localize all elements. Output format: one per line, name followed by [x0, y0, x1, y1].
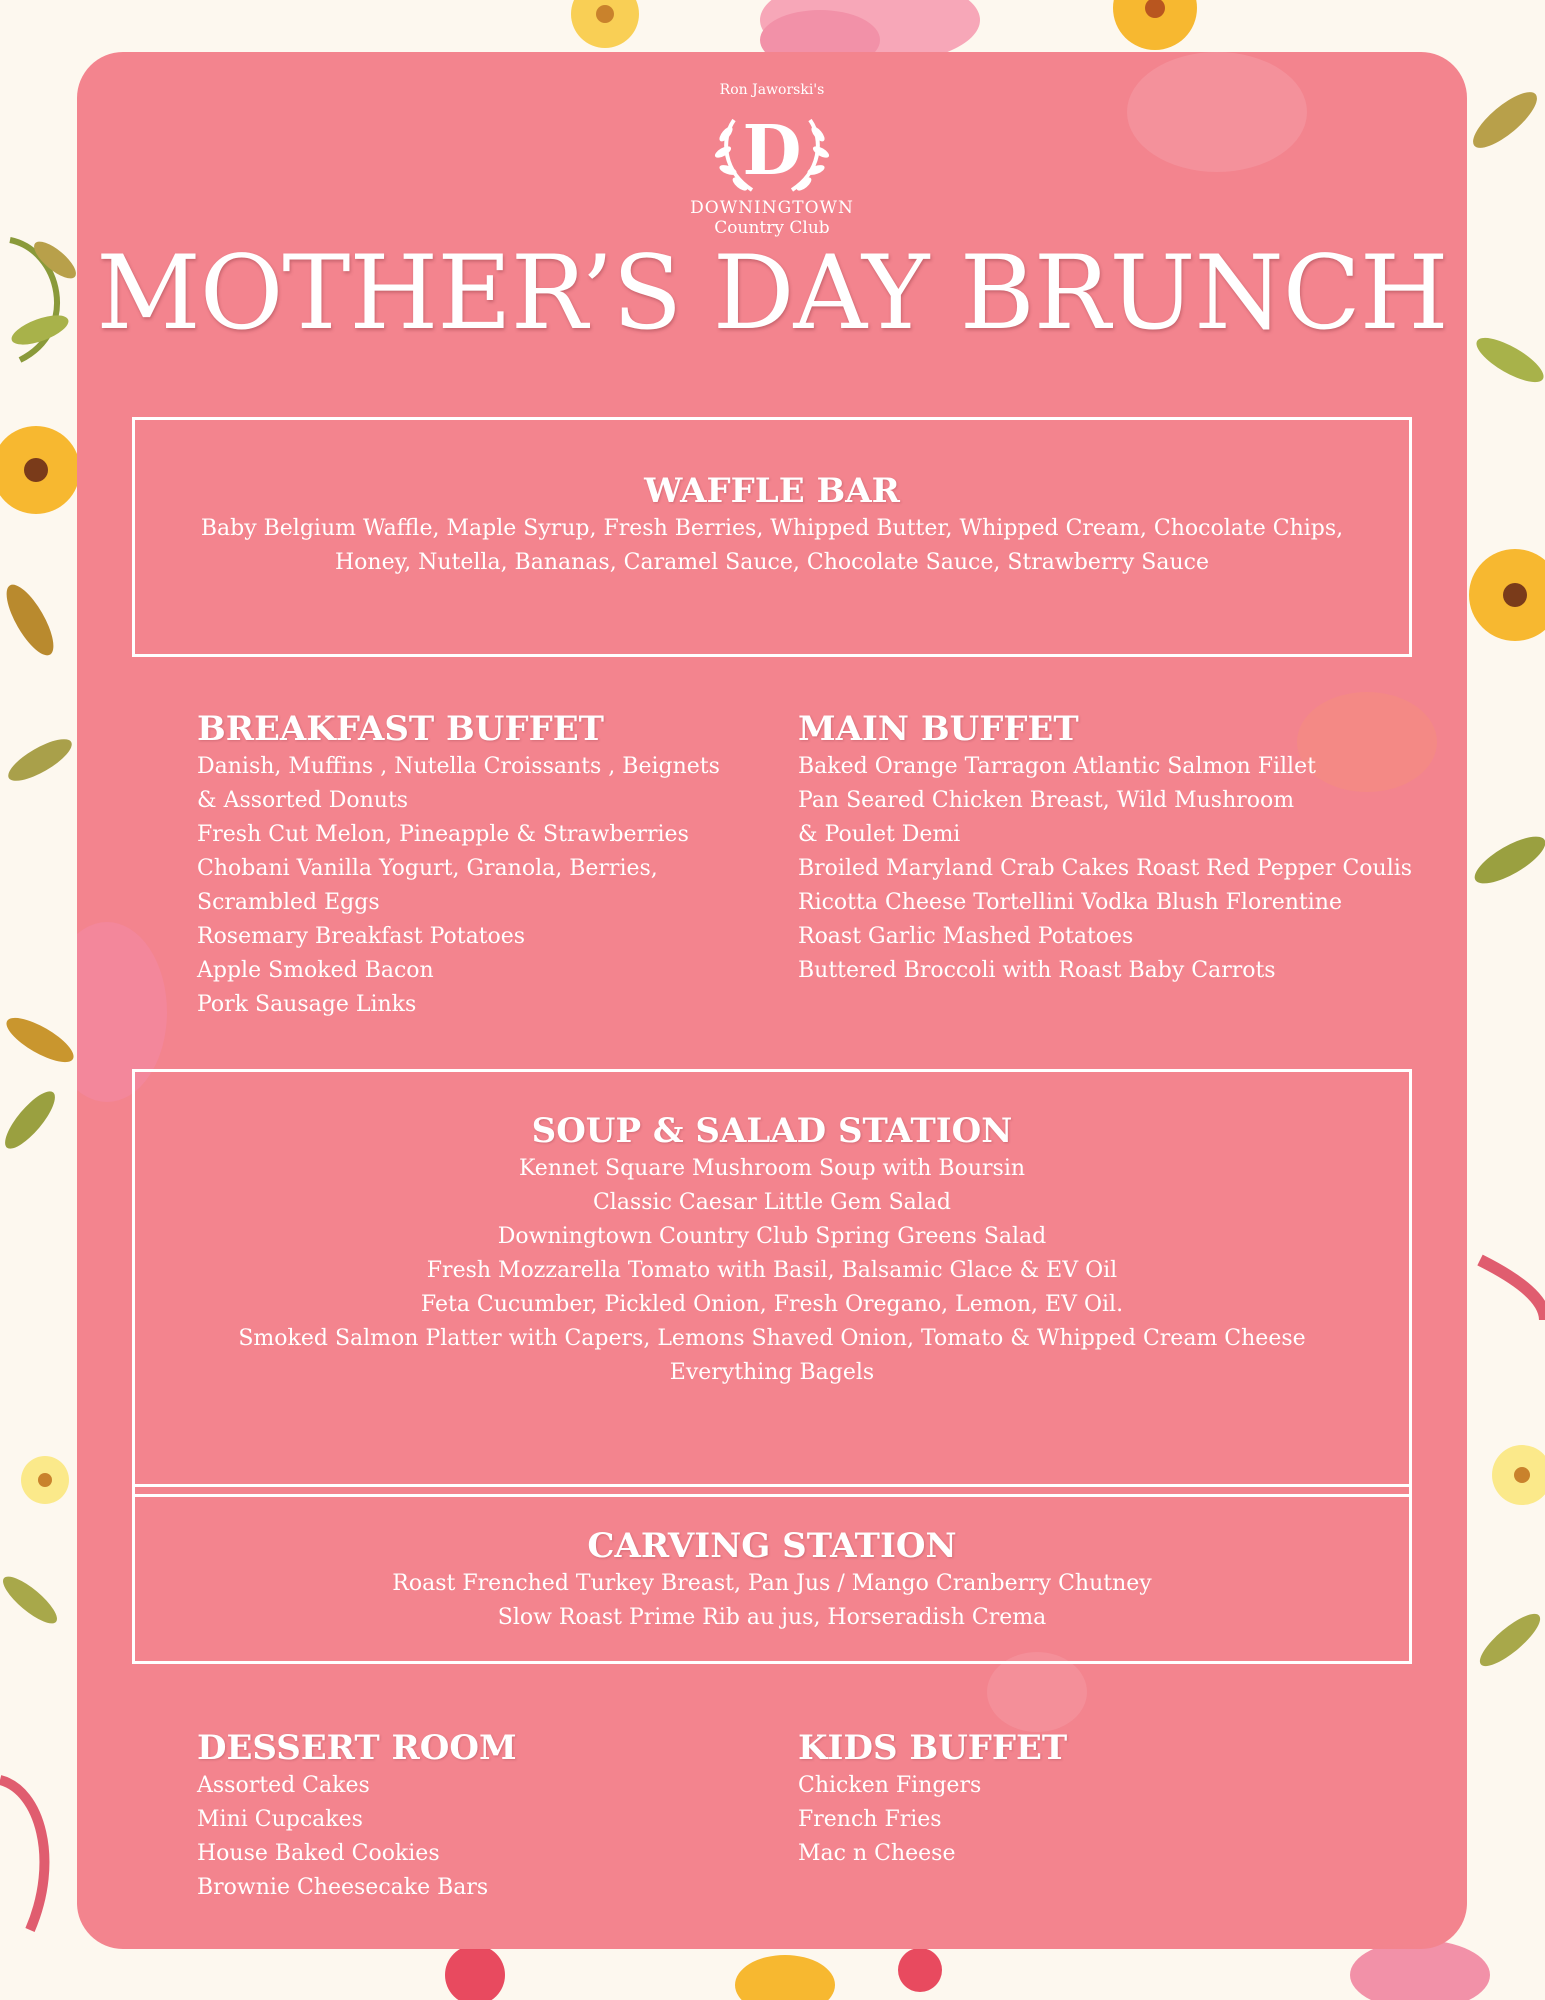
section-heading: DESSERT ROOM — [197, 1728, 517, 1768]
section-heading: CARVING STATION — [587, 1526, 957, 1566]
menu-line: Honey, Nutella, Bananas, Caramel Sauce, Chocolate Sauce, Strawberry Sauce — [334, 550, 1209, 575]
menu-line: Danish, Muffins , Nutella Croissants , Beignets — [197, 754, 720, 779]
dessert-room-section — [197, 1727, 517, 1905]
carving-station-section — [132, 1484, 1412, 1664]
menu-line: Ricotta Cheese Tortellini Vodka Blush Florentine — [798, 890, 1342, 915]
menu-line: Slow Roast Prime Rib au jus, Horseradish Crema — [497, 1605, 1047, 1630]
menu-line: Apple Smoked Bacon — [197, 958, 434, 983]
menu-line: Rosemary Breakfast Potatoes — [197, 924, 526, 949]
menu-line: Roast Frenched Turkey Breast, Pan Jus / Mango Cranberry Chutney — [392, 1571, 1152, 1596]
orange-flower-icon — [1113, 0, 1197, 50]
menu-line: Assorted Cakes — [197, 1773, 370, 1798]
menu-line: Chobani Vanilla Yogurt, Granola, Berries, — [197, 856, 658, 881]
section-heading: KIDS BUFFET — [798, 1728, 1068, 1768]
menu-line: Everything Bagels — [669, 1360, 875, 1385]
kids-buffet-section — [798, 1727, 1067, 1871]
orange-flower-icon — [735, 1955, 835, 2000]
menu-line: Fresh Cut Melon, Pineapple & Strawberries — [197, 822, 689, 847]
laurel-d-icon — [712, 100, 832, 196]
breakfast-buffet-section — [197, 708, 720, 1022]
menu-line: Broiled Maryland Crab Cakes Roast Red Pepper Coulis — [798, 856, 1413, 881]
pink-flower-icon — [1350, 1940, 1490, 2000]
soup-salad-section — [132, 1069, 1412, 1497]
pink-flower-icon — [898, 1948, 942, 1992]
menu-line: Fresh Mozzarella Tomato with Basil, Balsamic Glace & EV Oil — [426, 1258, 1118, 1283]
menu-line: Smoked Salmon Platter with Capers, Lemons Shaved Onion, Tomato & Whipped Cream Cheese — [238, 1326, 1306, 1351]
menu-line: Scrambled Eggs — [197, 890, 380, 915]
club-logo — [77, 82, 1467, 238]
menu-card — [77, 52, 1467, 1949]
menu-line: & Assorted Donuts — [197, 788, 409, 813]
menu-line: Pork Sausage Links — [197, 992, 417, 1017]
logo-letter: D — [742, 111, 802, 191]
menu-line: Downingtown Country Club Spring Greens Salad — [497, 1224, 1047, 1249]
menu-line: Feta Cucumber, Pickled Onion, Fresh Oregano, Lemon, EV Oil. — [420, 1292, 1124, 1317]
section-heading: SOUP & SALAD STATION — [531, 1111, 1013, 1151]
orange-flower-icon — [1469, 549, 1545, 641]
menu-line: Brownie Cheesecake Bars — [197, 1875, 489, 1900]
logo-club-sub: Country Club — [714, 218, 830, 238]
menu-line: Buttered Broccoli with Roast Baby Carrots — [798, 958, 1276, 983]
menu-line: Chicken Fingers — [798, 1773, 982, 1798]
menu-line: Baby Belgium Waffle, Maple Syrup, Fresh Berries, Whipped Butter, Whipped Cream, Chocolate Chips, — [200, 516, 1344, 541]
logo-club-name: DOWNINGTOWN — [690, 198, 854, 218]
menu-line: Kennet Square Mushroom Soup with Boursin — [518, 1156, 1026, 1181]
yellow-flower-icon — [1492, 1445, 1545, 1505]
menu-line: & Poulet Demi — [798, 822, 961, 847]
orange-flower-icon — [0, 426, 80, 514]
menu-line: Mac n Cheese — [798, 1841, 956, 1866]
menu-line: House Baked Cookies — [197, 1841, 440, 1866]
logo-pretext: Ron Jaworski's — [719, 82, 825, 98]
pink-flower-icon — [445, 1945, 505, 2000]
menu-line: Classic Caesar Little Gem Salad — [592, 1190, 952, 1215]
menu-line: Baked Orange Tarragon Atlantic Salmon Fillet — [798, 754, 1316, 779]
main-buffet-section — [798, 708, 1412, 988]
menu-line: French Fries — [798, 1807, 942, 1832]
waffle-bar-section — [132, 417, 1412, 657]
section-heading: WAFFLE BAR — [644, 471, 900, 511]
page-title: MOTHER’S DAY BRUNCH — [96, 234, 1448, 353]
yellow-flower-icon — [21, 1456, 69, 1504]
section-heading: MAIN BUFFET — [798, 709, 1079, 749]
menu-line: Pan Seared Chicken Breast, Wild Mushroom — [798, 788, 1295, 813]
menu-line: Mini Cupcakes — [197, 1807, 363, 1832]
section-heading: BREAKFAST BUFFET — [197, 709, 604, 749]
yellow-flower-icon — [571, 0, 639, 48]
menu-line: Roast Garlic Mashed Potatoes — [798, 924, 1134, 949]
